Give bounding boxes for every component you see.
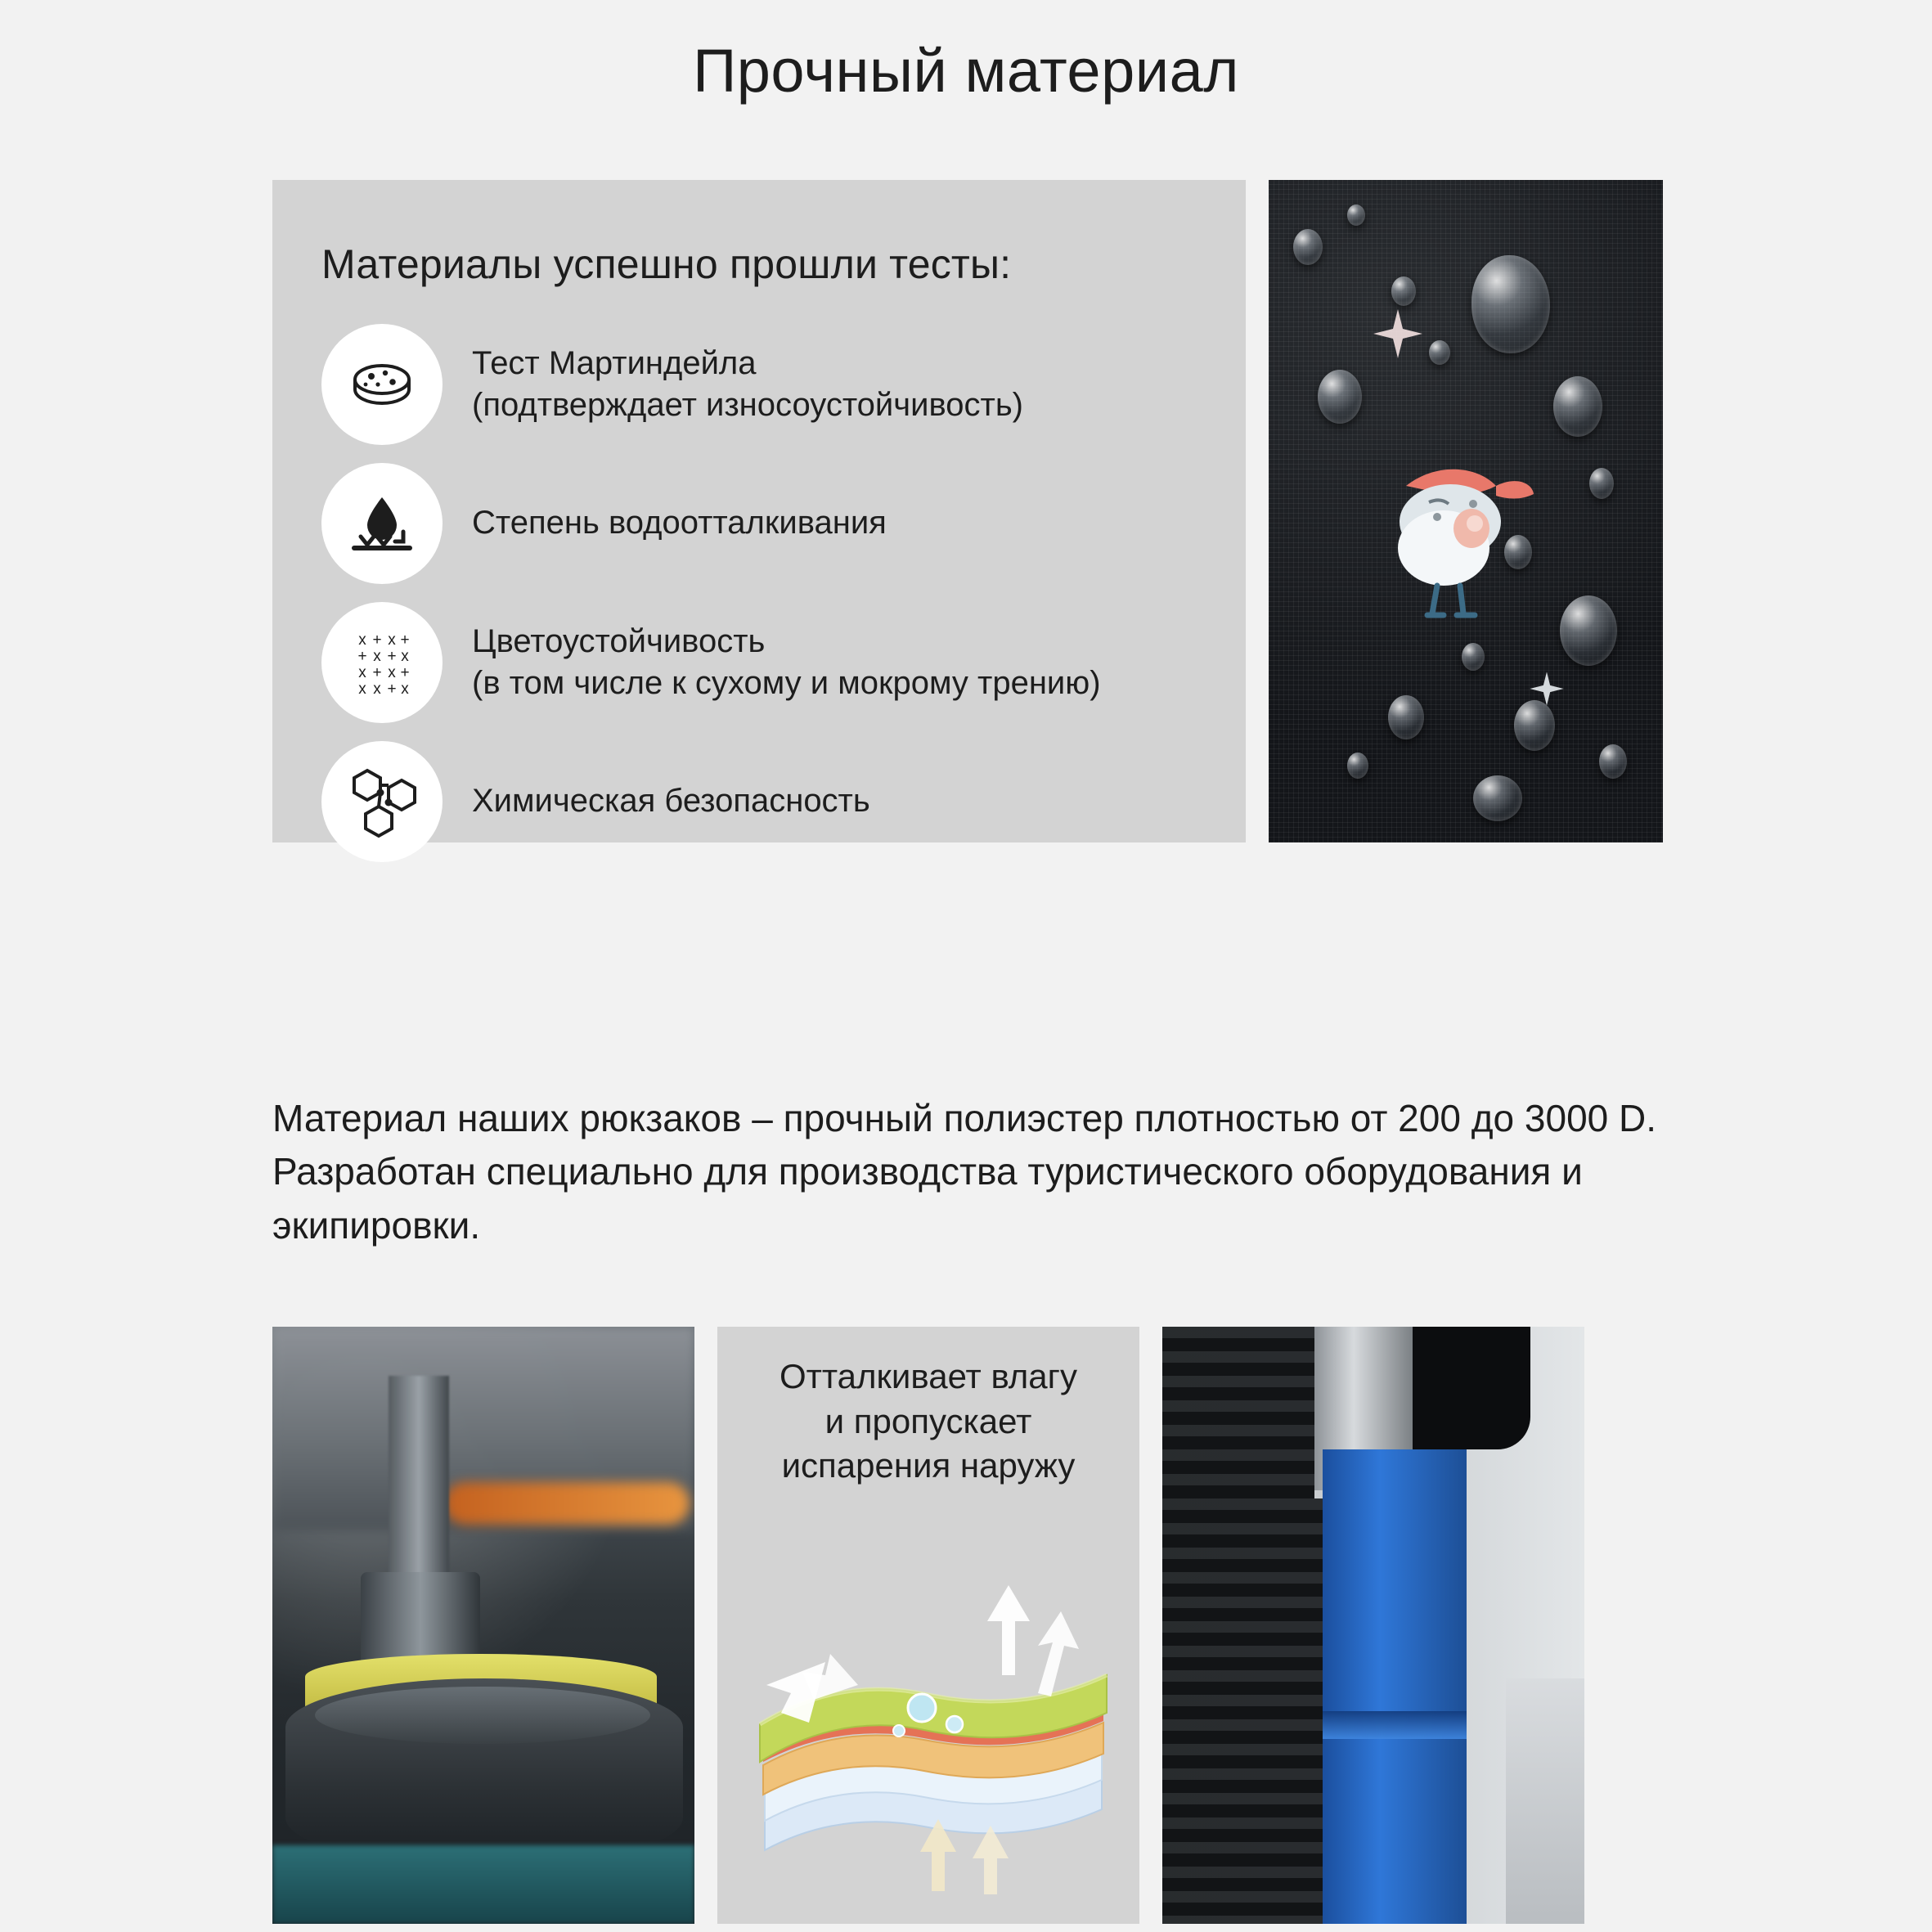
svg-text:+: + xyxy=(387,681,397,698)
surface-droplet xyxy=(946,1716,963,1732)
photo-orange-highlight xyxy=(444,1482,690,1525)
list-item xyxy=(321,741,1197,862)
list-item-label: Химическая безопасность xyxy=(472,783,870,820)
vapor-arrow xyxy=(1038,1611,1079,1696)
membrane-layers-diagram xyxy=(717,1531,1139,1916)
water-droplet xyxy=(1553,376,1602,437)
colorfastness-grid-icon xyxy=(321,602,443,723)
vapor-arrow xyxy=(987,1585,1030,1675)
surface-droplet xyxy=(893,1725,905,1737)
svg-text:х: х xyxy=(388,664,396,681)
chemical-safety-molecule-icon xyxy=(321,741,443,862)
photo-bottom-surface xyxy=(272,1845,694,1924)
water-droplet xyxy=(1293,229,1323,265)
vapor-arrow-inner xyxy=(973,1826,1009,1894)
membrane-caption xyxy=(717,1355,1139,1489)
water-droplet xyxy=(1514,700,1555,751)
membrane-diagram-card xyxy=(717,1327,1139,1924)
tests-and-fabric-section xyxy=(272,180,1663,842)
water-droplet xyxy=(1347,753,1368,779)
svg-text:х: х xyxy=(358,664,366,681)
page-title: Прочный материал xyxy=(693,37,1239,105)
water-droplet xyxy=(1318,370,1362,424)
machine-upper-dark-part xyxy=(1408,1327,1530,1449)
sparkle-icon xyxy=(1372,308,1424,360)
svg-text:+: + xyxy=(400,664,410,681)
membrane-caption-line2: и пропускает xyxy=(824,1401,1032,1440)
list-item-line2: (в том числе к сухому и мокрому трению) xyxy=(472,665,1101,701)
blue-fabric-strap xyxy=(1323,1449,1467,1924)
list-item-line1: Тест Мартиндейла xyxy=(472,344,757,381)
tests-card xyxy=(272,180,1246,842)
sparkle-icon xyxy=(1529,671,1565,707)
list-item-label xyxy=(472,621,1101,704)
list-item-label xyxy=(472,343,1023,426)
svg-text:+: + xyxy=(372,664,382,681)
membrane-caption-line3: испарения наружу xyxy=(781,1446,1076,1485)
water-droplet xyxy=(1388,695,1424,739)
surface-droplet xyxy=(908,1694,936,1722)
water-droplet xyxy=(1462,643,1485,671)
svg-text:х: х xyxy=(401,681,409,698)
water-droplet xyxy=(1391,276,1416,306)
blue-fabric-strap-fold xyxy=(1323,1711,1467,1739)
abrasion-test-machine-photo xyxy=(272,1327,694,1924)
svg-text:х: х xyxy=(373,681,381,698)
svg-text:х: х xyxy=(401,648,409,665)
svg-text:+: + xyxy=(372,631,382,649)
list-item xyxy=(321,602,1197,723)
tests-list xyxy=(321,324,1197,862)
bottom-photos-row xyxy=(272,1327,1663,1924)
water-repellent-drop-icon xyxy=(321,463,443,584)
water-droplet xyxy=(1560,595,1617,666)
list-item-line2: (подтверждает износоустойчивость) xyxy=(472,387,1023,423)
tensile-strength-test-photo xyxy=(1162,1327,1584,1924)
membrane-caption-line1: Отталкивает влагу xyxy=(780,1357,1077,1395)
photo-bench-surface xyxy=(1506,1678,1584,1924)
water-droplet xyxy=(1429,340,1450,365)
material-description-paragraph: Материал наших рюкзаков – прочный полиэстер плотностью от 200 до 3000 D. Разработан специально для производства туристического оборудования и экипировки. xyxy=(272,1097,1657,1247)
martindale-abrasion-icon xyxy=(321,324,443,445)
water-beading-fabric-photo xyxy=(1269,180,1663,842)
water-droplet xyxy=(1347,204,1365,226)
tests-heading: Материалы успешно прошли тесты: xyxy=(321,241,1012,287)
svg-text:+: + xyxy=(400,631,410,649)
list-item-label: Степень водоотталкивания xyxy=(472,505,887,541)
water-droplet xyxy=(1473,775,1522,821)
list-item-line1: Цветоустойчивость xyxy=(472,622,766,659)
svg-text:х: х xyxy=(373,648,381,665)
list-item xyxy=(321,324,1197,445)
water-droplet xyxy=(1471,255,1550,353)
water-droplet xyxy=(1599,744,1627,779)
svg-text:х: х xyxy=(388,631,396,649)
svg-text:+: + xyxy=(357,648,367,665)
svg-text:+: + xyxy=(387,648,397,665)
water-droplet xyxy=(1589,468,1614,499)
svg-text:х: х xyxy=(358,681,366,698)
bird-graphic-icon xyxy=(1359,425,1547,630)
list-item xyxy=(321,463,1197,584)
svg-text:х: х xyxy=(358,631,366,649)
machine-disc-ring xyxy=(315,1687,650,1744)
